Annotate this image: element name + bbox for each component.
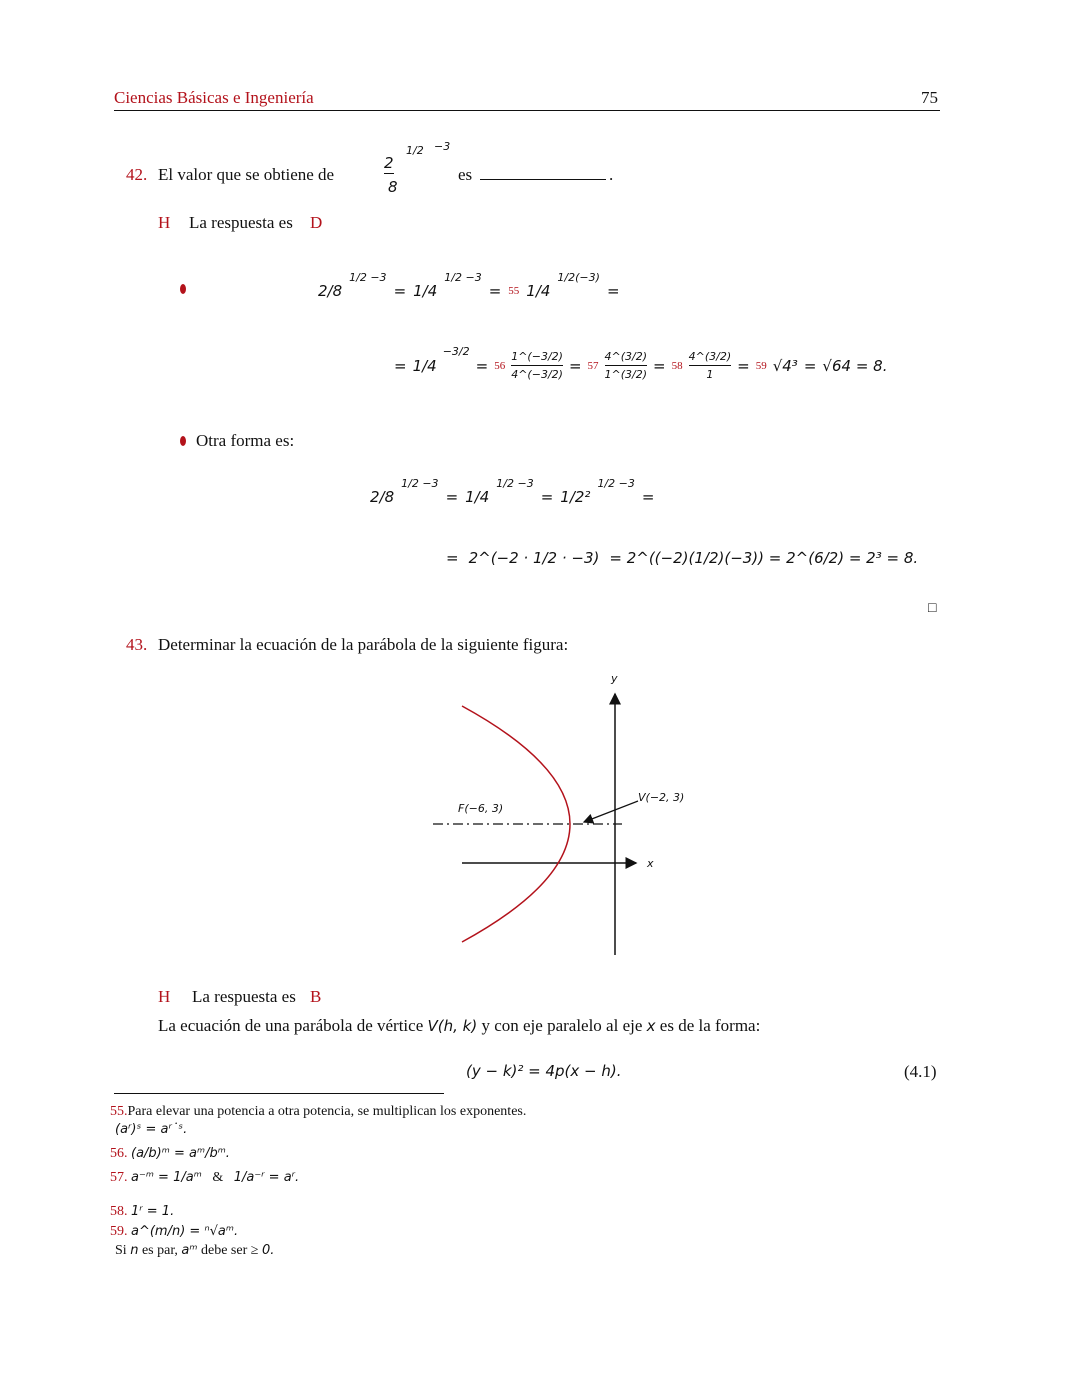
note-text: debe ser ≥ bbox=[201, 1243, 259, 1258]
math-term: 1/4 bbox=[465, 488, 490, 506]
footnote-formula: (aʳ)ˢ = aʳ˙ˢ. bbox=[115, 1122, 188, 1137]
math-term: √4³ bbox=[772, 356, 798, 375]
footnote-number: 56. bbox=[110, 1146, 128, 1161]
fraction-denominator: 8 bbox=[388, 178, 398, 196]
qed-symbol: □ bbox=[928, 601, 937, 616]
math-exponent: 1/2 −3 bbox=[349, 270, 387, 284]
math-equals: = bbox=[488, 282, 502, 300]
question-number: 43. bbox=[126, 635, 148, 654]
footnote-rule bbox=[114, 1093, 444, 1094]
explanation-text: La ecuación de una parábola de vértice bbox=[158, 1016, 424, 1035]
question-text: El valor que se obtiene de bbox=[158, 165, 335, 184]
note-symbol: n bbox=[130, 1243, 139, 1258]
answer-letter: D bbox=[310, 213, 323, 232]
parabola-equation: (y − k)² = 4p(x − h). bbox=[466, 1062, 622, 1080]
math-equals: = bbox=[445, 488, 459, 506]
footnote-number: 55. bbox=[110, 1104, 128, 1119]
math-equals: = bbox=[641, 488, 655, 506]
math-equals: = bbox=[394, 356, 407, 375]
vertex-arrow bbox=[584, 801, 638, 822]
footnote-formula: a^(m/n) = ⁿ√aᵐ. bbox=[131, 1224, 239, 1239]
math-term: 2/8 bbox=[370, 488, 395, 506]
page-number: 75 bbox=[921, 88, 938, 107]
math-term: 4^(−3/2) bbox=[511, 368, 563, 381]
exponent: 1/2 bbox=[406, 144, 424, 157]
footnote-ref: 56 bbox=[494, 359, 506, 372]
math-equals: = bbox=[393, 282, 407, 300]
math-term: 1^(−3/2) bbox=[511, 350, 563, 363]
footnote-56 bbox=[110, 1146, 230, 1162]
footnote-formula: 1/a⁻ʳ = aʳ. bbox=[233, 1170, 300, 1185]
vertex-label: V(−2, 3) bbox=[638, 791, 685, 804]
math-equals: = bbox=[737, 356, 750, 375]
math-term: √64 = 8. bbox=[822, 356, 888, 375]
math-term: 1 bbox=[706, 368, 714, 381]
math-equals: = bbox=[606, 282, 620, 300]
question-number: 42. bbox=[126, 165, 148, 184]
otra-forma-label: Otra forma es: bbox=[196, 431, 295, 450]
math-term: 1^(3/2) bbox=[604, 368, 648, 381]
footnote-57 bbox=[110, 1170, 299, 1186]
explanation-text: es de la forma: bbox=[659, 1016, 761, 1035]
math-term: 1/4 bbox=[413, 282, 438, 300]
footnote-59 bbox=[110, 1224, 238, 1240]
math-term: 2^(−2 · 1/2 · −3) bbox=[468, 549, 600, 567]
math-equals: = bbox=[446, 549, 459, 567]
footnote-ref: 57 bbox=[587, 359, 599, 372]
math-term: 4^(3/2) bbox=[688, 350, 732, 363]
x-symbol: x bbox=[646, 1017, 656, 1035]
answer-text: La respuesta es bbox=[192, 987, 296, 1006]
math-equals: = bbox=[803, 356, 817, 375]
note-symbol: 0. bbox=[261, 1243, 275, 1258]
x-axis-label: x bbox=[647, 857, 654, 870]
math-term: = 2^((−2)(1/2)(−3)) = 2^(6/2) = 2³ = 8. bbox=[609, 549, 919, 567]
footnote-55 bbox=[110, 1104, 526, 1120]
note-text: Si bbox=[115, 1243, 127, 1258]
es-text: es bbox=[458, 165, 473, 184]
header-title: Ciencias Básicas e Ingeniería bbox=[114, 88, 314, 107]
equation-number: (4.1) bbox=[904, 1062, 937, 1081]
note-text: es par, bbox=[141, 1243, 178, 1258]
footnote-ref: 55 bbox=[508, 285, 520, 297]
footnote-ref: 59 bbox=[755, 359, 767, 372]
answer-letter: B bbox=[310, 987, 322, 1006]
answer-marker: H bbox=[158, 987, 171, 1006]
math-term: 1/2² bbox=[560, 488, 591, 506]
math-equals: = bbox=[540, 488, 554, 506]
explanation-text: y con eje paralelo al eje bbox=[481, 1016, 643, 1035]
math-term: 4^(3/2) bbox=[604, 350, 648, 363]
footnote-number: 57. bbox=[110, 1170, 128, 1185]
footnote-ref: 58 bbox=[671, 359, 683, 372]
math-exponent: 1/2 −3 bbox=[597, 476, 635, 490]
explanation bbox=[158, 1016, 760, 1036]
footnote-formula: a⁻ᵐ = 1/aᵐ bbox=[131, 1170, 202, 1185]
footnote-formula: 1ʳ = 1. bbox=[131, 1204, 175, 1219]
exponent: −3 bbox=[434, 140, 451, 153]
math-equals: = bbox=[568, 356, 582, 375]
footnote-number: 59. bbox=[110, 1224, 128, 1239]
footnote-59-note bbox=[115, 1243, 274, 1259]
footnote-text: Para elevar una potencia a otra potencia, se multiplican los exponentes. bbox=[127, 1104, 527, 1119]
footnote-number: 58. bbox=[110, 1204, 128, 1219]
math-exponent: 1/2(−3) bbox=[557, 270, 600, 284]
math-exponent: 1/2 −3 bbox=[496, 476, 534, 490]
math-exponent: 1/2 −3 bbox=[401, 476, 439, 490]
math-term: 1/4 bbox=[526, 282, 551, 300]
y-axis-label: y bbox=[611, 672, 618, 685]
answer-text: La respuesta es bbox=[189, 213, 293, 232]
math-equals: = bbox=[475, 356, 489, 375]
focus-label: F(−6, 3) bbox=[458, 802, 504, 815]
math-exponent: −3/2 bbox=[442, 345, 470, 358]
note-symbol: aᵐ bbox=[181, 1243, 198, 1258]
period: . bbox=[609, 165, 614, 184]
footnote-formula: (a/b)ᵐ = aᵐ/bᵐ. bbox=[131, 1146, 230, 1161]
ampersand: & bbox=[212, 1170, 224, 1185]
vertex-symbol: V(h, k) bbox=[427, 1017, 478, 1035]
question-text: Determinar la ecuación de la parábola de la siguiente figura: bbox=[158, 635, 569, 654]
math-term: 1/4 bbox=[412, 356, 437, 375]
footnote-58 bbox=[110, 1204, 174, 1220]
math-equals: = bbox=[653, 356, 666, 375]
math-term: 2/8 bbox=[318, 282, 343, 300]
answer-marker: H bbox=[158, 213, 171, 232]
fraction-numerator: 2 bbox=[384, 154, 394, 172]
math-exponent: 1/2 −3 bbox=[444, 270, 482, 284]
